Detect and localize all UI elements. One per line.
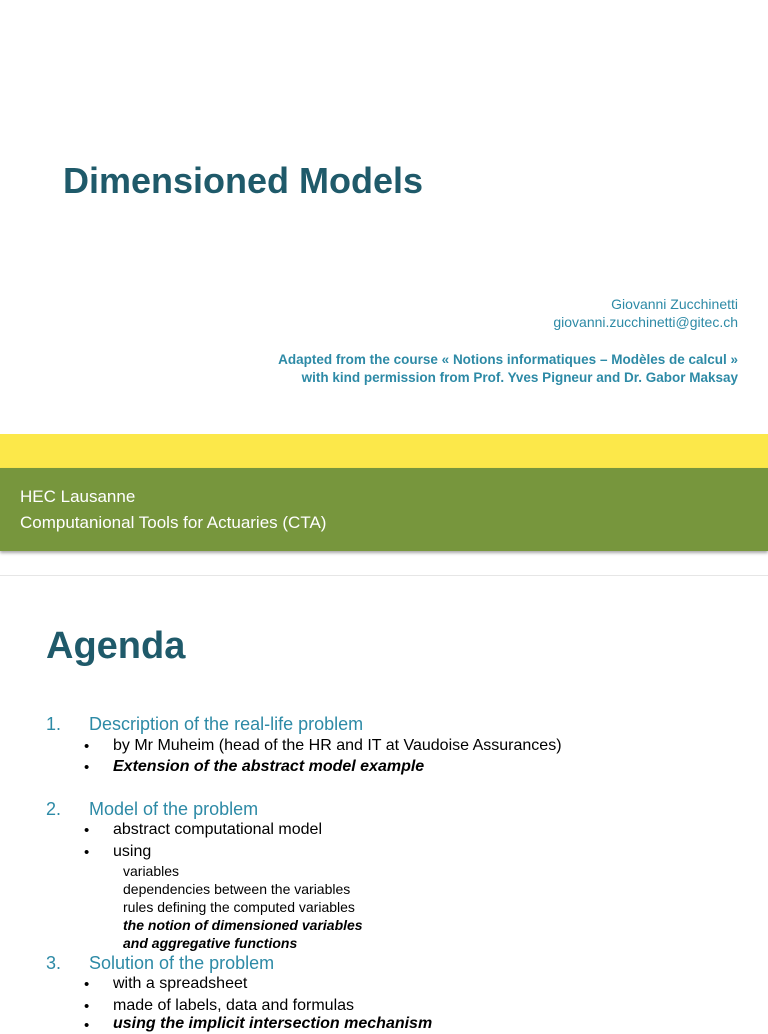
section-number: 2. [46, 799, 62, 819]
bullet-marker: • [84, 976, 90, 993]
author-email: giovanni.zucchinetti@gitec.ch [553, 314, 738, 330]
permission-credit-line: with kind permission from Prof. Yves Pigneur and Dr. Gabor Maksay [301, 370, 738, 385]
bullet-marker: • [84, 844, 90, 861]
section-heading: Description of the real-life problem [89, 714, 364, 734]
agenda-item: using [113, 843, 152, 860]
agenda-subitem: variables [123, 863, 180, 879]
slide-title: Dimensioned Models [63, 160, 424, 201]
agenda-subitem: rules defining the computed variables [123, 899, 355, 915]
agenda-subitem: the notion of dimensioned variables [123, 917, 363, 933]
agenda-item: abstract computational model [113, 821, 322, 838]
section-number: 1. [46, 714, 62, 734]
yellow-band [0, 434, 768, 468]
agenda-item: using the implicit intersection mechanism [113, 1015, 433, 1032]
bullet-marker: • [84, 738, 90, 755]
bullet-marker: • [84, 822, 90, 839]
agenda-subitem: dependencies between the variables [123, 881, 351, 897]
agenda-title: Agenda [46, 625, 186, 667]
section-number: 3. [46, 953, 62, 973]
institution-name: HEC Lausanne [20, 487, 136, 506]
agenda-item: with a spreadsheet [113, 975, 248, 992]
bullet-marker: • [84, 998, 90, 1015]
author-name: Giovanni Zucchinetti [611, 296, 738, 312]
agenda-subitem: and aggregative functions [123, 935, 298, 951]
course-credit-line: Adapted from the course « Notions informatiques – Modèles de calcul » [278, 352, 738, 367]
section-heading: Solution of the problem [89, 953, 275, 973]
course-name: Computanional Tools for Actuaries (CTA) [20, 513, 327, 532]
section-heading: Model of the problem [89, 799, 259, 819]
agenda-item: by Mr Muheim (head of the HR and IT at Vaudoise Assurances) [113, 737, 562, 754]
agenda-item: made of labels, data and formulas [113, 997, 355, 1014]
bullet-marker: • [84, 759, 90, 776]
agenda-item: Extension of the abstract model example [113, 758, 425, 775]
green-band [0, 468, 768, 551]
bullet-marker: • [84, 1017, 90, 1034]
